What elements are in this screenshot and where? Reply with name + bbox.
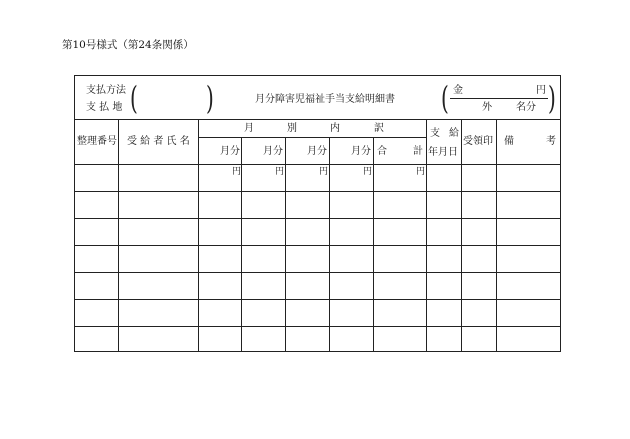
header-month-2: 月分 xyxy=(263,146,283,157)
header-shikyu-date: 年月日 xyxy=(428,147,458,158)
payment-method-label: 支払方法 xyxy=(86,85,126,96)
statement-title: 月分障害児福祉手当支給明細書 xyxy=(255,94,395,105)
yen-mark: 円 xyxy=(319,167,329,177)
header-bottom-line xyxy=(74,164,561,165)
header-divider xyxy=(74,119,561,120)
header-shikyu-1: 支 xyxy=(430,128,440,139)
amount-right-paren: ) xyxy=(548,78,556,118)
column-line xyxy=(241,137,242,352)
yen-mark: 円 xyxy=(232,167,242,177)
subheader-divider xyxy=(198,137,426,138)
yen-mark: 円 xyxy=(416,167,426,177)
amount-soto: 外 xyxy=(482,102,492,113)
header-month-1: 月分 xyxy=(220,146,240,157)
header-uchiwake-2: 別 xyxy=(287,123,297,134)
column-line xyxy=(496,119,497,352)
yen-mark: 円 xyxy=(275,167,285,177)
row-line xyxy=(74,245,561,246)
payment-place-label: 支 払 地 xyxy=(86,102,123,113)
header-biko-2: 考 xyxy=(546,136,556,147)
amount-underline xyxy=(450,98,548,99)
header-biko-1: 備 xyxy=(504,136,514,147)
header-jukyusha-shimei: 受 給 者 氏 名 xyxy=(127,136,190,147)
column-line xyxy=(461,119,462,352)
amount-kin: 金 xyxy=(453,85,463,96)
header-month-4: 月分 xyxy=(351,146,371,157)
header-uchiwake-4: 訳 xyxy=(374,123,384,134)
column-line xyxy=(426,119,427,352)
header-month-3: 月分 xyxy=(307,146,327,157)
row-line xyxy=(74,218,561,219)
column-line xyxy=(329,137,330,352)
amount-left-paren: ( xyxy=(441,78,449,118)
column-line xyxy=(198,119,199,352)
column-line xyxy=(373,137,374,352)
row-line xyxy=(74,191,561,192)
row-line xyxy=(74,299,561,300)
header-juryo-in: 受領印 xyxy=(463,136,493,147)
row-line xyxy=(74,326,561,327)
column-line xyxy=(118,119,119,352)
yen-mark: 円 xyxy=(363,167,373,177)
statement-table xyxy=(74,75,561,352)
amount-yen: 円 xyxy=(536,85,546,96)
header-seiri-bango: 整理番号 xyxy=(77,136,117,147)
form-label: 第10号様式（第24条関係） xyxy=(62,39,194,51)
header-uchiwake-3: 内 xyxy=(330,123,340,134)
header-total-1: 合 xyxy=(377,146,387,157)
right-paren: ) xyxy=(206,78,214,118)
left-paren: ( xyxy=(130,78,138,118)
column-line xyxy=(285,137,286,352)
amount-meibun: 名分 xyxy=(516,102,536,113)
header-shikyu-2: 給 xyxy=(449,128,459,139)
row-line xyxy=(74,272,561,273)
header-uchiwake-1: 月 xyxy=(244,123,254,134)
header-total-2: 計 xyxy=(413,146,423,157)
